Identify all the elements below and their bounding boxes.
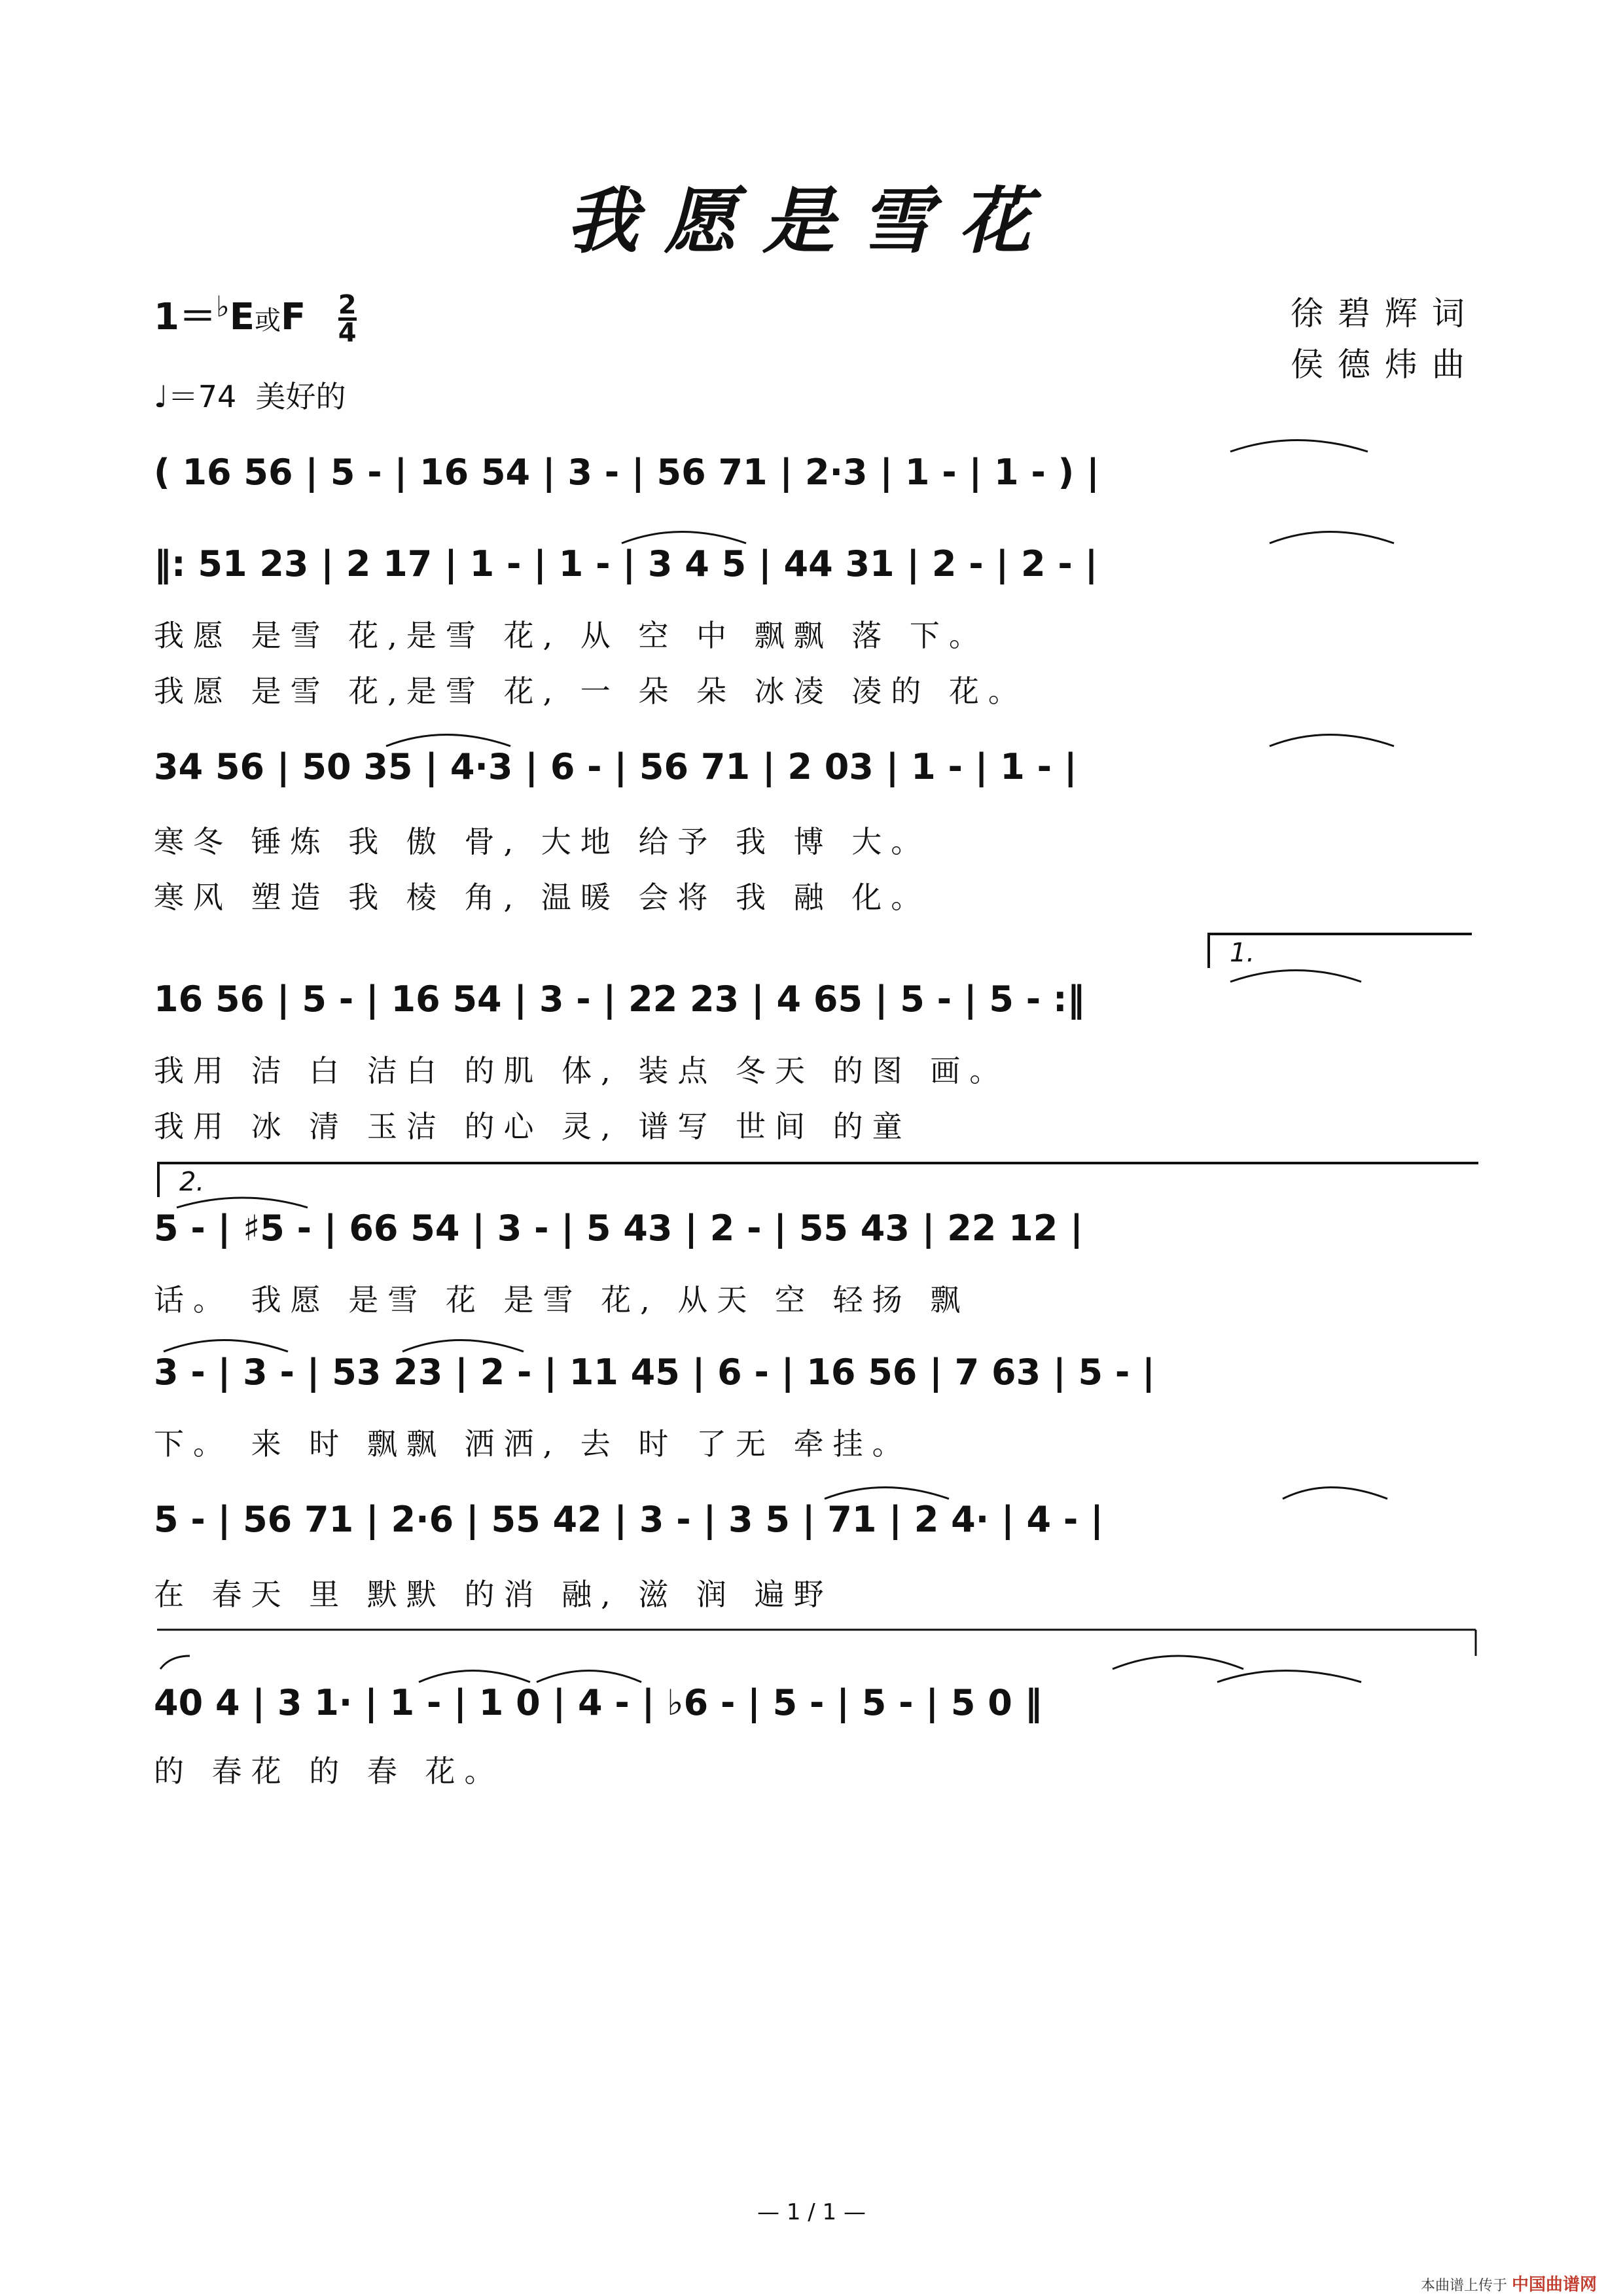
lyricist: 徐碧辉词	[1291, 295, 1479, 332]
lyric-line: 寒风 塑造 我 棱 角, 温暖 会将 我 融 化。	[154, 880, 931, 915]
score-line-4: 16 56 | 5 - | 16 54 | 3 - | 22 23 | 4 65 | 5 - | 5 - :‖	[154, 978, 1085, 1020]
tie-arc	[160, 1656, 190, 1669]
song-title: 我愿是雪花	[566, 179, 1057, 263]
lyric-line: 话。 我愿 是雪 花 是雪 花, 从天 空 轻扬 飘	[154, 1282, 970, 1318]
site-logo: 中国曲谱网	[1511, 2275, 1597, 2295]
composer: 侯德炜曲	[1291, 346, 1479, 384]
score-line-8: 40 4 | 3 1· | 1 - | 1 0 | 4 - | ♭6 - | 5 - | 5 - | 5 0 ‖	[154, 1682, 1043, 1723]
key-or: 或	[255, 306, 281, 336]
tie-arc	[1270, 532, 1394, 544]
tie-arc	[537, 1671, 641, 1683]
tie-arc	[825, 1488, 949, 1499]
score-line-3: 34 56 | 50 35 | 4·3 | 6 - | 56 71 | 2 03 | 1 - | 1 - |	[154, 746, 1077, 787]
second-ending-label: 2.	[179, 1167, 205, 1197]
expression: 美好的	[255, 379, 346, 414]
meter-top: 2	[338, 290, 357, 321]
page-number: — 1 / 1 —	[757, 2199, 866, 2225]
key-first: E	[229, 296, 255, 338]
flat-sign: ♭	[215, 290, 230, 324]
tie-arc	[164, 1340, 288, 1352]
lyric-line: 寒冬 锤炼 我 傲 骨, 大地 给予 我 博 大。	[154, 824, 931, 859]
tempo-value: ＝74	[168, 379, 237, 414]
key-second: F	[281, 296, 306, 338]
tie-arc	[1113, 1656, 1243, 1669]
lyric-line: 下。 来 时 飘飘 洒洒, 去 时 了无 牵挂。	[154, 1426, 912, 1462]
tie-arc	[386, 735, 510, 747]
lyric-line: 我用 冰 清 玉洁 的心 灵, 谱写 世间 的童	[154, 1109, 912, 1144]
tie-arc	[177, 1198, 308, 1208]
score-line-1: ( 16 56 | 5 - | 16 54 | 3 - | 56 71 | 2·3 | 1 - | 1 - ) |	[154, 452, 1099, 493]
score-line-6: 3 - | 3 - | 53 23 | 2 - | 11 45 | 6 - | 16 56 | 7 63 | 5 - |	[154, 1352, 1155, 1393]
tie-arc	[1283, 1488, 1387, 1499]
tie-arc	[402, 1340, 524, 1352]
score-line-5: 5 - | ♯5 - | 66 54 | 3 - | 5 43 | 2 - | 55 43 | 22 12 |	[154, 1208, 1083, 1249]
meter-bottom: 4	[338, 318, 357, 349]
lyric-line: 我愿 是雪 花,是雪 花, 一 朵 朵 冰凌 凌的 花。	[154, 673, 1027, 709]
score-line-2: ‖: 51 23 | 2 17 | 1 - | 1 - | 3 4 5 | 44 31 | 2 - | 2 - |	[154, 543, 1098, 584]
tie-arc	[1270, 735, 1394, 747]
lyric-line: 我愿 是雪 花,是雪 花, 从 空 中 飘飘 落 下。	[154, 618, 988, 653]
tie-arc	[1230, 440, 1368, 452]
key-prefix: 1＝	[154, 296, 216, 338]
tie-arc	[419, 1671, 530, 1683]
tie-arc	[1230, 971, 1361, 982]
tie-arc	[1217, 1671, 1361, 1683]
upload-note	[1421, 2271, 1597, 2295]
lyric-line: 我用 洁 白 洁白 的肌 体, 装点 冬天 的图 画。	[154, 1053, 1009, 1088]
lyric-line: 的 春花 的 春 花。	[154, 1753, 504, 1789]
lyric-line: 在 春天 里 默默 的消 融, 滋 润 遍野	[154, 1577, 833, 1612]
tie-arc	[622, 532, 746, 544]
quarter-note-icon: ♩	[154, 379, 168, 414]
first-ending-label: 1.	[1230, 938, 1255, 968]
upload-text: 本曲谱上传于	[1420, 2278, 1507, 2294]
score-line-7: 5 - | 56 71 | 2·6 | 55 42 | 3 - | 3 5 | 71 | 2 4· | 4 - |	[154, 1499, 1103, 1540]
